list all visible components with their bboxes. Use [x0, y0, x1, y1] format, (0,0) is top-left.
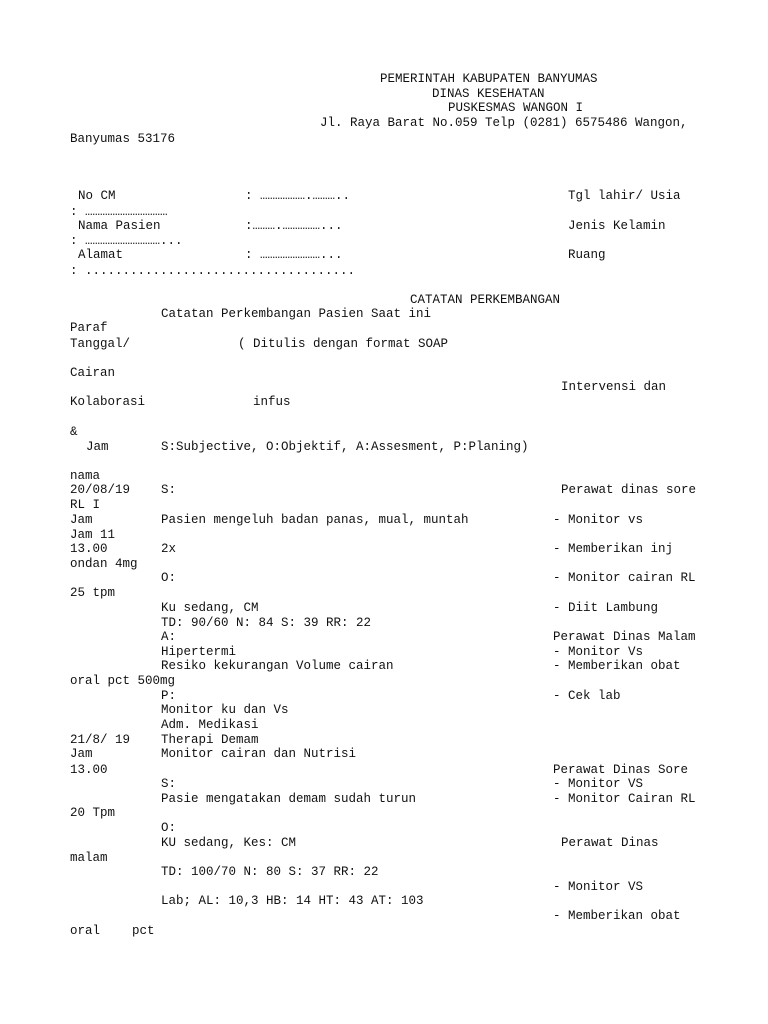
tgl-lahir-value: : …………………………… [70, 205, 168, 219]
ruang-value: : .................................... [70, 264, 356, 278]
ruang-label: Ruang [568, 248, 606, 262]
entry2-oral: oral [70, 924, 101, 938]
entry1-p-label: P: [161, 689, 177, 703]
entry2-lab: Lab; AL: 10,3 HB: 14 HT: 43 AT: 103 [161, 894, 424, 908]
entry1-a-label: A: [161, 630, 177, 644]
jam-header-label: Jam [86, 440, 109, 454]
entry2-int2: - Monitor Cairan RL [553, 792, 696, 806]
entry1-intervensi-head: Perawat dinas sore [561, 483, 697, 497]
entry2-o-label: O: [161, 821, 177, 835]
entry1-s-label: S: [161, 483, 177, 497]
entry1-dx2: Resiko kekurangan Volume cairan [161, 659, 394, 673]
entry1-night-head: Perawat Dinas Malam [553, 630, 696, 644]
entry2-int3: - Monitor VS [553, 880, 644, 894]
infus-label: infus [253, 395, 291, 409]
entry1-ku: Ku sedang, CM [161, 601, 259, 615]
alamat-value: : ……………………... [245, 248, 343, 262]
soap-legend: S:Subjective, O:Objektif, A:Assesment, P:Planing) [161, 440, 529, 454]
entry1-int2: - Memberikan inj [553, 542, 674, 556]
entry2-pct: pct [132, 924, 155, 938]
entry2-s-label: S: [161, 777, 177, 791]
section-title: CATATAN PERKEMBANGAN [410, 293, 561, 307]
section-subtitle: Catatan Perkembangan Pasien Saat ini [161, 307, 432, 321]
entry1-int4: - Diit Lambung [553, 601, 659, 615]
entry1-o-label: O: [161, 571, 177, 585]
entry2-malam: malam [70, 851, 108, 865]
intervensi-label: Intervensi dan [561, 380, 667, 394]
format-note: ( Ditulis dengan format SOAP [238, 337, 449, 351]
entry2-time: 13.00 [70, 763, 108, 777]
header-address-line2: Banyumas 53176 [70, 132, 176, 146]
entry1-jam11: Jam 11 [70, 528, 116, 542]
entry2-jam-label: Jam [70, 747, 93, 761]
header-facility: PUSKESMAS WANGON I [448, 101, 584, 115]
no-cm-label: No CM [78, 189, 116, 203]
no-cm-value: : ……………….……….. [245, 189, 351, 203]
entry1-int3: - Monitor cairan RL [553, 571, 696, 585]
entry1-ondan: ondan 4mg [70, 557, 138, 571]
entry1-date: 20/08/19 [70, 483, 131, 497]
tanggal-label: Tanggal/ [70, 337, 131, 351]
entry2-tpm: 20 Tpm [70, 806, 116, 820]
nama-pasien-value: :……….……………... [245, 219, 343, 233]
entry2-vitals: TD: 100/70 N: 80 S: 37 RR: 22 [161, 865, 379, 879]
entry1-plan4: Monitor cairan dan Nutrisi [161, 747, 357, 761]
jenis-kelamin-label: Jenis Kelamin [568, 219, 666, 233]
nama-pasien-label: Nama Pasien [78, 219, 161, 233]
jenis-kelamin-value: : …………………………... [70, 234, 183, 248]
entry1-dx1: Hipertermi [161, 645, 237, 659]
ampersand-label: & [70, 425, 78, 439]
entry1-complaint: Pasien mengeluh badan panas, mual, muntah [161, 513, 469, 527]
entry1-int7: - Cek lab [553, 689, 621, 703]
header-government: PEMERINTAH KABUPATEN BANYUMAS [380, 72, 598, 86]
entry1-jam-label: Jam [70, 513, 93, 527]
entry1-int5: - Monitor Vs [553, 645, 644, 659]
entry1-plan2: Adm. Medikasi [161, 718, 259, 732]
entry1-plan1: Monitor ku dan Vs [161, 703, 289, 717]
entry1-oral-pct: oral pct 500mg [70, 674, 176, 688]
entry2-sore-head: Perawat Dinas Sore [553, 763, 689, 777]
entry1-int6: - Memberikan obat [553, 659, 681, 673]
tgl-lahir-label: Tgl lahir/ Usia [568, 189, 681, 203]
entry1-time: 13.00 [70, 542, 108, 556]
alamat-label: Alamat [78, 248, 124, 262]
entry1-times: 2x [161, 542, 177, 556]
entry1-tpm: 25 tpm [70, 586, 116, 600]
entry1-plan3: Therapi Demam [161, 733, 259, 747]
entry2-malam-head: Perawat Dinas [561, 836, 659, 850]
entry2-int1: - Monitor VS [553, 777, 644, 791]
entry2-complaint: Pasie mengatakan demam sudah turun [161, 792, 417, 806]
header-agency: DINAS KESEHATAN [432, 87, 545, 101]
entry1-rl: RL I [70, 498, 101, 512]
entry1-vitals: TD: 90/60 N: 84 S: 39 RR: 22 [161, 616, 372, 630]
entry2-date: 21/8/ 19 [70, 733, 131, 747]
cairan-label: Cairan [70, 366, 116, 380]
paraf-label: Paraf [70, 321, 108, 335]
nama-label: nama [70, 469, 101, 483]
entry1-int1: - Monitor vs [553, 513, 644, 527]
kolaborasi-label: Kolaborasi [70, 395, 146, 409]
header-address-line1: Jl. Raya Barat No.059 Telp (0281) 6575486 Wangon, [320, 116, 688, 130]
entry2-ku: KU sedang, Kes: CM [161, 836, 297, 850]
entry2-int4: - Memberikan obat [553, 909, 681, 923]
